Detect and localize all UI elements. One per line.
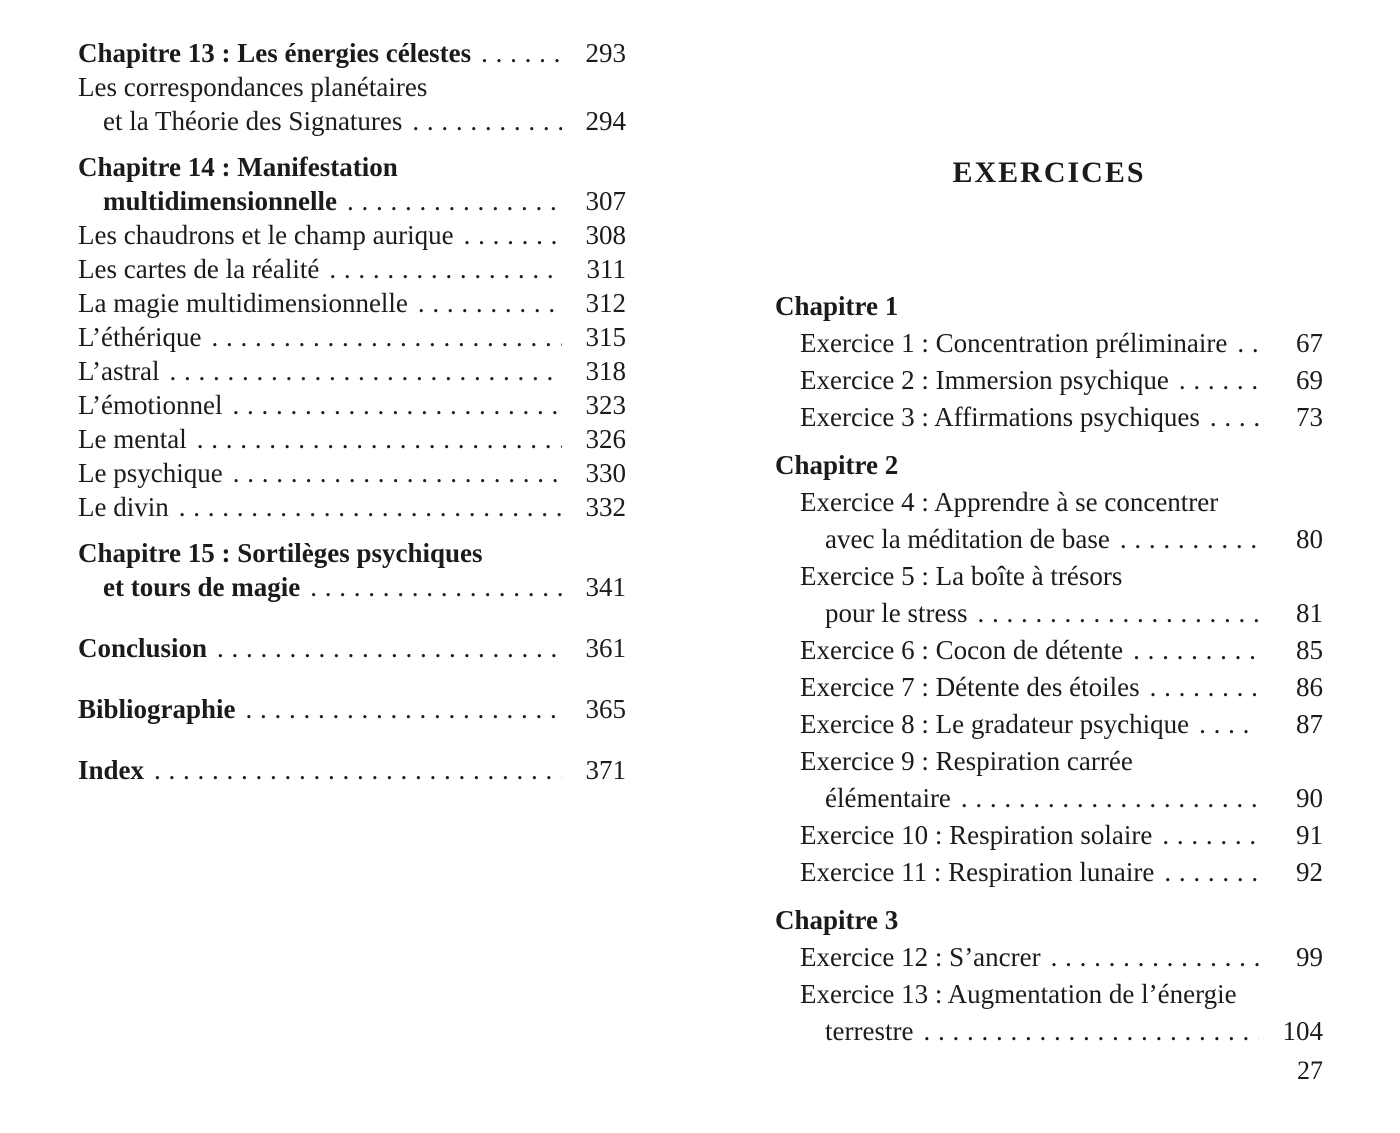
toc-entry-page-number: 312	[585, 288, 626, 318]
toc-entry-label: Bibliographie	[78, 694, 236, 724]
toc-entry-page-number: 371	[585, 755, 626, 785]
dot-leader	[1133, 632, 1259, 669]
toc-entry-row	[775, 706, 1323, 743]
toc-entry-label: Exercice 7 : Détente des étoiles	[800, 672, 1140, 702]
dot-leader	[923, 1013, 1259, 1050]
dot-leader	[977, 595, 1259, 632]
toc-chapter-row	[775, 288, 1323, 325]
toc-entry-page-number: 73	[1296, 402, 1323, 432]
dot-leader	[246, 692, 562, 726]
toc-entry-row	[775, 854, 1323, 891]
toc-entry-label: Exercice 13 : Augmentation de l’énergie	[800, 979, 1237, 1009]
toc-entry-label: multidimensionnelle	[103, 186, 338, 216]
toc-entry-label: Exercice 1 : Concentration préliminaire	[800, 328, 1228, 358]
toc-left-column	[78, 36, 626, 787]
toc-entry-page-number: 99	[1296, 942, 1323, 972]
toc-entry-page-number: 69	[1296, 365, 1323, 395]
dot-leader	[211, 320, 562, 354]
toc-entry-label: L’éthérique	[78, 322, 202, 352]
toc-entry-row	[775, 780, 1323, 817]
toc-entry-page-number: 315	[585, 322, 626, 352]
toc-entry-page-number: 341	[585, 572, 626, 602]
toc-entry-label: Chapitre 14 : Manifestation	[78, 152, 398, 182]
dot-leader	[1051, 939, 1259, 976]
toc-entry-row	[78, 104, 626, 138]
dot-leader	[232, 388, 562, 422]
exercises-entry-list	[775, 288, 1323, 1050]
toc-entry-row	[78, 70, 626, 104]
toc-entry-row	[78, 320, 626, 354]
exercises-section-heading: EXERCICES	[952, 156, 1146, 189]
toc-entry-row	[78, 456, 626, 490]
toc-entry-label: Exercice 5 : La boîte à trésors	[800, 561, 1123, 591]
toc-entry-label: Exercice 10 : Respiration solaire	[800, 820, 1153, 850]
dot-leader	[961, 780, 1259, 817]
toc-entry-page-number: 104	[1282, 1016, 1323, 1046]
toc-entry-row	[78, 388, 626, 422]
dot-leader	[197, 422, 562, 456]
toc-entry-label: avec la méditation de base	[825, 524, 1110, 554]
toc-entry-page-number: 91	[1296, 820, 1323, 850]
dot-leader	[1150, 669, 1259, 706]
toc-entry-row	[775, 558, 1323, 595]
toc-entry-row	[78, 490, 626, 524]
page-number: 27	[1297, 1056, 1323, 1085]
dot-leader	[217, 631, 562, 665]
dot-leader	[179, 490, 562, 524]
toc-entry-label: Chapitre 1	[775, 291, 899, 321]
toc-entry-page-number: 92	[1296, 857, 1323, 887]
dot-leader	[1120, 521, 1259, 558]
toc-entry-row	[775, 521, 1323, 558]
toc-entry-label: Exercice 11 : Respiration lunaire	[800, 857, 1155, 887]
toc-entry-label: Les correspondances planétaires	[78, 72, 428, 102]
toc-entry-row	[775, 325, 1323, 362]
dot-leader	[169, 354, 562, 388]
toc-entry-label: Exercice 6 : Cocon de détente	[800, 635, 1124, 665]
toc-chapter-row	[775, 447, 1323, 484]
toc-entry-row	[78, 570, 626, 604]
toc-entry-page-number: 86	[1296, 672, 1323, 702]
toc-entry-page-number: 318	[585, 356, 626, 386]
toc-entry-row	[775, 484, 1323, 521]
toc-entry-page-number: 332	[585, 492, 626, 522]
toc-entry-label: élémentaire	[825, 783, 951, 813]
toc-chapter-row	[78, 536, 626, 570]
toc-entry-label: Conclusion	[78, 633, 208, 663]
toc-entry-page-number: 326	[585, 424, 626, 454]
dot-leader	[1179, 362, 1259, 399]
toc-entry-label: terrestre	[825, 1016, 914, 1046]
toc-entry-row	[775, 669, 1323, 706]
toc-entry-row	[775, 595, 1323, 632]
toc-entry-row	[775, 1013, 1323, 1050]
toc-entry-row	[78, 692, 626, 726]
dot-leader	[1237, 325, 1259, 362]
dot-leader	[481, 36, 562, 70]
toc-entry-label: La magie multidimensionnelle	[78, 288, 408, 318]
toc-entry-label: Exercice 12 : S’ancrer	[800, 942, 1041, 972]
toc-entry-row	[78, 252, 626, 286]
dot-leader	[347, 184, 562, 218]
toc-entry-page-number: 80	[1296, 524, 1323, 554]
dot-leader	[154, 753, 562, 787]
toc-entry-label: L’émotionnel	[78, 390, 223, 420]
toc-entry-row	[775, 939, 1323, 976]
dot-leader	[310, 570, 562, 604]
toc-entry-label: Les chaudrons et le champ aurique	[78, 220, 454, 250]
toc-entry-label: Exercice 3 : Affirmations psychiques	[800, 402, 1200, 432]
toc-chapter-row	[775, 902, 1323, 939]
toc-entry-page-number: 307	[585, 186, 626, 216]
toc-entry-row	[78, 631, 626, 665]
toc-entry-row	[78, 422, 626, 456]
dot-leader	[412, 104, 562, 138]
dot-leader	[418, 286, 562, 320]
toc-entry-label: pour le stress	[825, 598, 968, 628]
dot-leader	[1199, 706, 1259, 743]
toc-entry-label: Exercice 8 : Le gradateur psychique	[800, 709, 1190, 739]
toc-entry-label: et la Théorie des Signatures	[103, 106, 403, 136]
toc-entry-label: Index	[78, 755, 145, 785]
toc-entry-row	[775, 743, 1323, 780]
toc-entry-page-number: 67	[1296, 328, 1323, 358]
toc-entry-row	[775, 817, 1323, 854]
dot-leader	[329, 252, 562, 286]
toc-entry-label: L’astral	[78, 356, 160, 386]
toc-entry-page-number: 87	[1296, 709, 1323, 739]
toc-entry-label: Chapitre 3	[775, 905, 899, 935]
toc-entry-page-number: 90	[1296, 783, 1323, 813]
dot-leader	[1210, 399, 1259, 436]
toc-entry-page-number: 81	[1296, 598, 1323, 628]
toc-entry-page-number: 308	[585, 220, 626, 250]
dot-leader	[464, 218, 562, 252]
toc-entry-page-number: 311	[586, 254, 626, 284]
toc-chapter-row	[78, 36, 626, 70]
toc-entry-row	[78, 184, 626, 218]
toc-entry-label: et tours de magie	[103, 572, 301, 602]
toc-entry-page-number: 330	[585, 458, 626, 488]
toc-chapter-row	[78, 150, 626, 184]
toc-entry-label: Chapitre 15 : Sortilèges psychiques	[78, 538, 483, 568]
toc-entry-label: Chapitre 13 : Les énergies célestes	[78, 38, 472, 68]
toc-entry-page-number: 361	[585, 633, 626, 663]
dot-leader	[233, 456, 562, 490]
toc-entry-page-number: 365	[585, 694, 626, 724]
toc-entry-row	[78, 286, 626, 320]
dot-leader	[1164, 854, 1259, 891]
toc-entry-label: Exercice 9 : Respiration carrée	[800, 746, 1133, 776]
toc-entry-page-number: 323	[585, 390, 626, 420]
dot-leader	[1162, 817, 1259, 854]
toc-entry-row	[775, 362, 1323, 399]
toc-entry-label: Exercice 4 : Apprendre à se concentrer	[800, 487, 1219, 517]
toc-entry-label: Le mental	[78, 424, 187, 454]
toc-entry-page-number: 293	[585, 38, 626, 68]
toc-entry-row	[775, 399, 1323, 436]
toc-entry-page-number: 294	[585, 106, 626, 136]
toc-entry-row	[775, 976, 1323, 1013]
toc-entry-label: Le psychique	[78, 458, 223, 488]
toc-entry-label: Le divin	[78, 492, 169, 522]
toc-entry-label: Exercice 2 : Immersion psychique	[800, 365, 1169, 395]
toc-entry-row	[78, 218, 626, 252]
toc-entry-row	[78, 753, 626, 787]
toc-entry-label: Les cartes de la réalité	[78, 254, 320, 284]
toc-entry-page-number: 85	[1296, 635, 1323, 665]
toc-right-column	[775, 0, 1323, 1050]
toc-entry-row	[775, 632, 1323, 669]
toc-entry-label: Chapitre 2	[775, 450, 899, 480]
toc-entry-row	[78, 354, 626, 388]
